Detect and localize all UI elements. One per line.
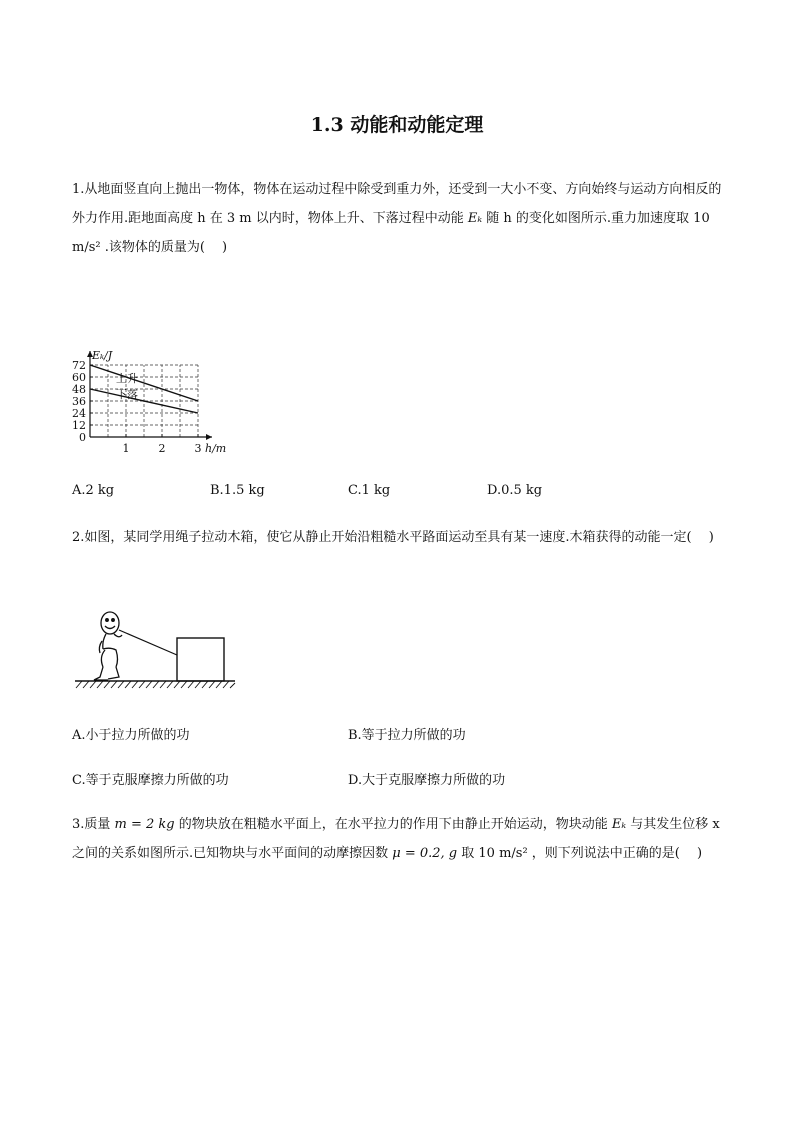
rise-series-label: 上升 [116, 372, 138, 385]
q2-option-a[interactable]: A.小于拉力所做的功 [72, 728, 190, 743]
x-axis-title: h/m [205, 442, 227, 455]
y-tick-label: 24 [72, 407, 86, 420]
kinetic-energy-symbol: Eₖ [467, 211, 483, 226]
question-1-text-b: 随 h 的变化如图所示.重力加速度取 10 m/s² .该物体的质量为( ) [72, 211, 710, 255]
wooden-box [177, 638, 224, 681]
mass-expression: m = 2 kg [114, 817, 175, 832]
y-tick-label: 36 [72, 395, 86, 408]
q2-option-c[interactable]: C.等于克服摩擦力所做的功 [72, 773, 229, 788]
ek-h-chart [62, 305, 232, 455]
y-tick-label: 60 [72, 371, 86, 384]
question-1-text [72, 175, 724, 262]
question-3-text-c: 与其发生位移 x 之间的关系如图所示.已知物块与水平面间的动摩擦因数 [72, 817, 720, 861]
q2-option-b[interactable]: B.等于拉力所做的功 [348, 728, 466, 743]
q1-option-b[interactable]: B.1.5 kg [210, 483, 265, 498]
x-tick-label: 3 [194, 442, 202, 455]
friction-coefficient-expression: μ = 0.2, g [392, 846, 458, 861]
x-tick-label: 1 [122, 442, 130, 455]
question-1-text-a: 1.从地面竖直向上抛出一物体，物体在运动过程中除受到重力外，还受到一大小不变、方向始终与运动方向相反的外力作用.距地面高度 h 在 3 m 以内时，物体上升、下落过程中动能 [72, 182, 722, 226]
question-2-text: 2.如图，某同学用绳子拉动木箱，使它从静止开始沿粗糙水平路面运动至具有某一速度.木箱获得的动能一定( ) [72, 530, 714, 545]
fall-series-label: 下落 [116, 388, 138, 401]
ground-hatching [76, 681, 235, 688]
y-tick-label: 12 [72, 419, 86, 432]
rope [119, 630, 177, 655]
x-tick-label: 2 [158, 442, 166, 455]
student-figure [94, 612, 122, 680]
chart-axes [87, 351, 212, 440]
student-pulling-box-figure [72, 605, 238, 690]
x-axis-arrow [206, 434, 212, 440]
y-tick-label: 48 [72, 383, 86, 396]
kinetic-energy-symbol-q3: Eₖ [611, 817, 627, 832]
q1-option-d[interactable]: D.0.5 kg [487, 483, 543, 498]
question-3-text-a: 3.质量 [72, 817, 115, 832]
q2-option-d[interactable]: D.大于克服摩擦力所做的功 [348, 773, 506, 788]
origin-label: 0 [79, 431, 86, 444]
question-3-text-b: 的物块放在粗糙水平面上，在水平拉力的作用下由静止开始运动，物块动能 [174, 817, 612, 832]
q1-option-c[interactable]: C.1 kg [348, 483, 391, 498]
y-tick-label: 72 [72, 359, 86, 372]
y-axis-title: Eₖ/J [92, 349, 113, 362]
question-3-text [72, 810, 724, 868]
question-3-text-d: 取 10 m/s² ，则下列说法中正确的是( ) [457, 846, 703, 861]
q1-option-a[interactable]: A.2 kg [72, 483, 115, 498]
page-title: 1.3 动能和动能定理 [310, 114, 484, 136]
